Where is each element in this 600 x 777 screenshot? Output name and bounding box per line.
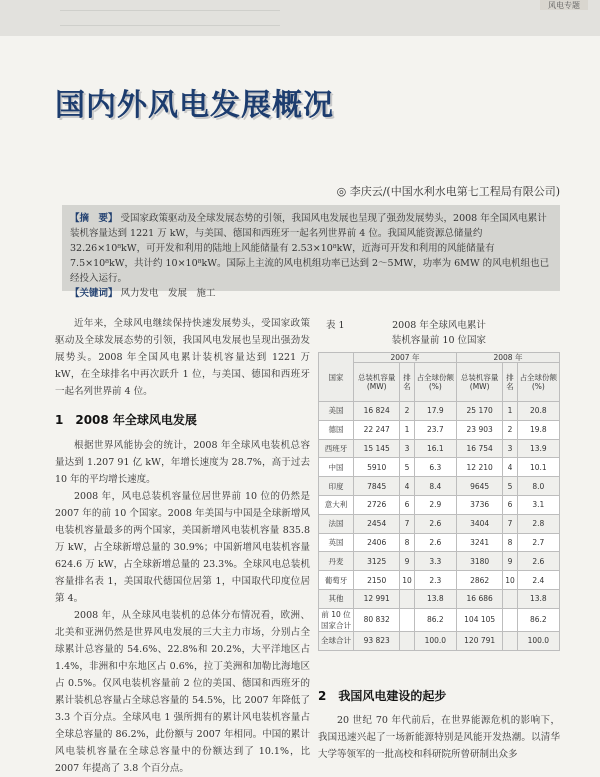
table-row — [319, 477, 560, 496]
table-cell: 3.1 — [517, 495, 559, 514]
article-title: 国内外风电发展概况 — [55, 88, 334, 123]
table-cell: 15 145 — [354, 439, 400, 458]
keywords-label: 【关键词】 — [70, 288, 118, 299]
table-row — [319, 533, 560, 552]
table-row — [319, 552, 560, 571]
table-row — [319, 420, 560, 439]
table-cell: 8.0 — [517, 477, 559, 496]
keywords-text: 风力发电 发展 施工 — [120, 288, 216, 299]
table-cell: 100.0 — [414, 631, 456, 650]
table-cell: 2.3 — [414, 571, 456, 590]
table-cell: 2.6 — [414, 514, 456, 533]
body-paragraph: 2008 年，从全球风电装机的总体分布情况看，欧洲、北美和亚洲仍然是世界风电发展的三大主力市场，分别占全球累计总容量的 54.6%、22.8%和 20.2%，大平洋地区占 1.4%，非洲和中东地区占 0.6%，拉丁美洲和加勒比海地区占 0.5%。仅风电装机容量前 2 位的美国、德国和西班牙的累计装机总容量占全球总容量的 54.5%，比 2007 年降低了 3.3 个百分点。全球风电 1 强所拥有的累计风电装机容量占全球总容量的 86.2%，此份额与 2007 年相同。中国的累计风电装机容量在全球总容量中的份额达到了 10.1%，比 2007 年提高了 3.8 个百分点。 — [55, 610, 310, 774]
header-rule — [60, 10, 280, 26]
table-cell: 13.8 — [517, 589, 559, 608]
table-row — [319, 495, 560, 514]
table-cell: 3.3 — [414, 552, 456, 571]
table-cell: 6 — [400, 495, 414, 514]
table-cell: 1 — [400, 420, 414, 439]
table-cell: 10 — [503, 571, 517, 590]
section-tag: 风电专题 — [540, 0, 588, 10]
right-column — [318, 318, 560, 763]
table-cell: 2.8 — [517, 514, 559, 533]
table-cell: 2 — [503, 420, 517, 439]
table-cell: 7 — [400, 514, 414, 533]
table-cell: 104 105 — [456, 608, 502, 631]
body-paragraph: 根据世界风能协会的统计，2008 年全球风电装机总容量达到 1.207 91 亿 kW，年增长速度为 28.7%，高于过去 10 年的平均增长速度。 — [55, 440, 310, 485]
table-cell: 4 — [400, 477, 414, 496]
col-header-2008: 2008 年 — [456, 353, 559, 363]
table-cell: 2454 — [354, 514, 400, 533]
table-cell: 2150 — [354, 571, 400, 590]
table-cell: 3 — [400, 439, 414, 458]
col-header-country: 国家 — [319, 353, 354, 402]
table-cell — [503, 631, 517, 650]
table-row — [319, 439, 560, 458]
table-cell: 5 — [400, 458, 414, 477]
col-header-rank-2007: 排名 — [400, 363, 414, 402]
table-cell — [400, 631, 414, 650]
table-cell: 7 — [503, 514, 517, 533]
table-cell: 23 903 — [456, 420, 502, 439]
table-cell: 2726 — [354, 495, 400, 514]
table-cell: 25 170 — [456, 402, 502, 421]
table-cell: 西班牙 — [319, 439, 354, 458]
keywords-row — [70, 286, 552, 301]
table-row — [319, 631, 560, 650]
table-number: 表 1 — [326, 320, 345, 331]
body-paragraph: 2008 年，风电总装机容量位居世界前 10 位的仍然是 2007 年的前 10 个国家。2008 年美国与中国是全球新增风电装机容量最多的两个国家，美国新增风电装机容量 835.8 万 kW，占全球新增总量的 30.9%；中国新增风电装机容量 624.6 万 kW，占全球新增总量的 23.3%。全球风电总装机容量排名表 1，美国取代德国位居第 1，中国取代印度位居第 4。 — [55, 491, 310, 604]
col-header-2007: 2007 年 — [354, 353, 457, 363]
table-cell: 3241 — [456, 533, 502, 552]
table-cell: 8 — [400, 533, 414, 552]
table-cell: 5 — [503, 477, 517, 496]
table-cell: 7845 — [354, 477, 400, 496]
table-caption-line: 2008 年全球风电累计 — [392, 320, 486, 331]
table-cell: 英国 — [319, 533, 354, 552]
table-cell: 3180 — [456, 552, 502, 571]
table-cell: 16 754 — [456, 439, 502, 458]
table-row — [319, 571, 560, 590]
table-cell: 86.2 — [517, 608, 559, 631]
table-cell: 8.4 — [414, 477, 456, 496]
table-cell: 2.6 — [517, 552, 559, 571]
table-cell: 16 686 — [456, 589, 502, 608]
table-cell: 16 824 — [354, 402, 400, 421]
table-cell: 2406 — [354, 533, 400, 552]
table-cell: 93 823 — [354, 631, 400, 650]
table-cell: 23.7 — [414, 420, 456, 439]
section-heading-1: 1 2008 年全球风电发展 — [55, 413, 197, 427]
table-row — [319, 608, 560, 631]
abstract-label: 【摘 要】 — [70, 213, 118, 224]
table-cell: 16.1 — [414, 439, 456, 458]
table-body — [319, 402, 560, 651]
table-cell: 6 — [503, 495, 517, 514]
table-cell: 其他 — [319, 589, 354, 608]
table-cell: 17.9 — [414, 402, 456, 421]
col-header-share-2007: 占全球份额(%) — [414, 363, 456, 402]
table-cell: 10 — [400, 571, 414, 590]
table-row — [319, 458, 560, 477]
table-cell: 丹麦 — [319, 552, 354, 571]
table-cell: 3 — [503, 439, 517, 458]
table-cell: 4 — [503, 458, 517, 477]
table-cell: 2.7 — [517, 533, 559, 552]
table-cell: 2.6 — [414, 533, 456, 552]
abstract-text: 受国家政策驱动及全球发展态势的引领，我国风电发展也呈现了强劲发展势头，2008 年全国风电累计装机容量达到 1221 万 kW，与美国、德国和西班牙一起名列世界前 4 位。我国风能资源总储量约 32.26×10⁸kW，可开发和利用的陆地上风能储量有 2.53×10⁸kW，近海可开发和利用的风能储量有 7.5×10⁸kW，共计约 10×10⁸kW。国际上主流的风电机组功率已达到 2～5MW，功率为 6MW 的风电机组也已经投入运行。 — [70, 213, 550, 284]
col-header-capacity-2008: 总装机容量(MW) — [456, 363, 502, 402]
table-cell: 9 — [503, 552, 517, 571]
table-cell: 全球合计 — [319, 631, 354, 650]
table-cell: 3404 — [456, 514, 502, 533]
table-cell — [400, 608, 414, 631]
table-cell: 22 247 — [354, 420, 400, 439]
table-cell: 12 210 — [456, 458, 502, 477]
wind-capacity-table — [318, 352, 560, 651]
table-cell: 3736 — [456, 495, 502, 514]
table-cell: 德国 — [319, 420, 354, 439]
table-cell: 80 832 — [354, 608, 400, 631]
table-row — [319, 589, 560, 608]
table-cell: 美国 — [319, 402, 354, 421]
table-caption-line: 装机容量前 10 位国家 — [391, 335, 487, 346]
table-caption — [318, 318, 560, 348]
table-cell: 3125 — [354, 552, 400, 571]
table-cell: 意大利 — [319, 495, 354, 514]
table-cell: 前 10 位国家合计 — [319, 608, 354, 631]
table-cell — [400, 589, 414, 608]
table-cell: 葡萄牙 — [319, 571, 354, 590]
table-cell: 6.3 — [414, 458, 456, 477]
table-cell: 10.1 — [517, 458, 559, 477]
section-heading-2: 2 我国风电建设的起步 — [318, 688, 447, 703]
table-cell: 12 991 — [354, 589, 400, 608]
table-cell: 5910 — [354, 458, 400, 477]
table-cell: 2.9 — [414, 495, 456, 514]
table-row — [319, 402, 560, 421]
intro-paragraph: 近年来，全球风电继续保持快速发展势头，受国家政策驱动及全球发展态势的引领，我国风电发展也呈现出强劲发展势头。2008 年全国风电累计装机容量达到 1221 万 kW，在全球排名中再次跃升 1 位，与美国、德国和西班牙一起名列世界前 4 位。 — [55, 318, 310, 397]
table-cell: 20.8 — [517, 402, 559, 421]
table-cell: 9645 — [456, 477, 502, 496]
table-cell: 1 — [503, 402, 517, 421]
left-column — [55, 315, 310, 777]
table-cell: 19.8 — [517, 420, 559, 439]
table-cell: 9 — [400, 552, 414, 571]
table-cell: 中国 — [319, 458, 354, 477]
table-cell: 13.8 — [414, 589, 456, 608]
table-cell: 8 — [503, 533, 517, 552]
table-cell: 100.0 — [517, 631, 559, 650]
table-cell: 120 791 — [456, 631, 502, 650]
table-cell: 2 — [400, 402, 414, 421]
table-cell — [503, 589, 517, 608]
col-header-rank-2008: 排名 — [503, 363, 517, 402]
table-cell: 13.9 — [517, 439, 559, 458]
table-cell: 2862 — [456, 571, 502, 590]
table-cell — [503, 608, 517, 631]
table-cell: 86.2 — [414, 608, 456, 631]
abstract-box — [62, 205, 560, 299]
col-header-capacity-2007: 总装机容量(MW) — [354, 363, 400, 402]
col-header-share-2008: 占全球份额(%) — [517, 363, 559, 402]
table-row — [319, 514, 560, 533]
author-line: ◎ 李庆云/(中国水利水电第七工程局有限公司) — [336, 185, 560, 198]
body-paragraph: 20 世纪 70 年代前后，在世界能源危机的影响下，我国迅速兴起了一场新能源特别是风能开发热潮。以清华大学等领军的一批高校和科研院所曾研制出众多 — [318, 714, 560, 760]
table-cell: 法国 — [319, 514, 354, 533]
page-header-band — [0, 0, 600, 36]
table-cell: 印度 — [319, 477, 354, 496]
table-cell: 2.4 — [517, 571, 559, 590]
